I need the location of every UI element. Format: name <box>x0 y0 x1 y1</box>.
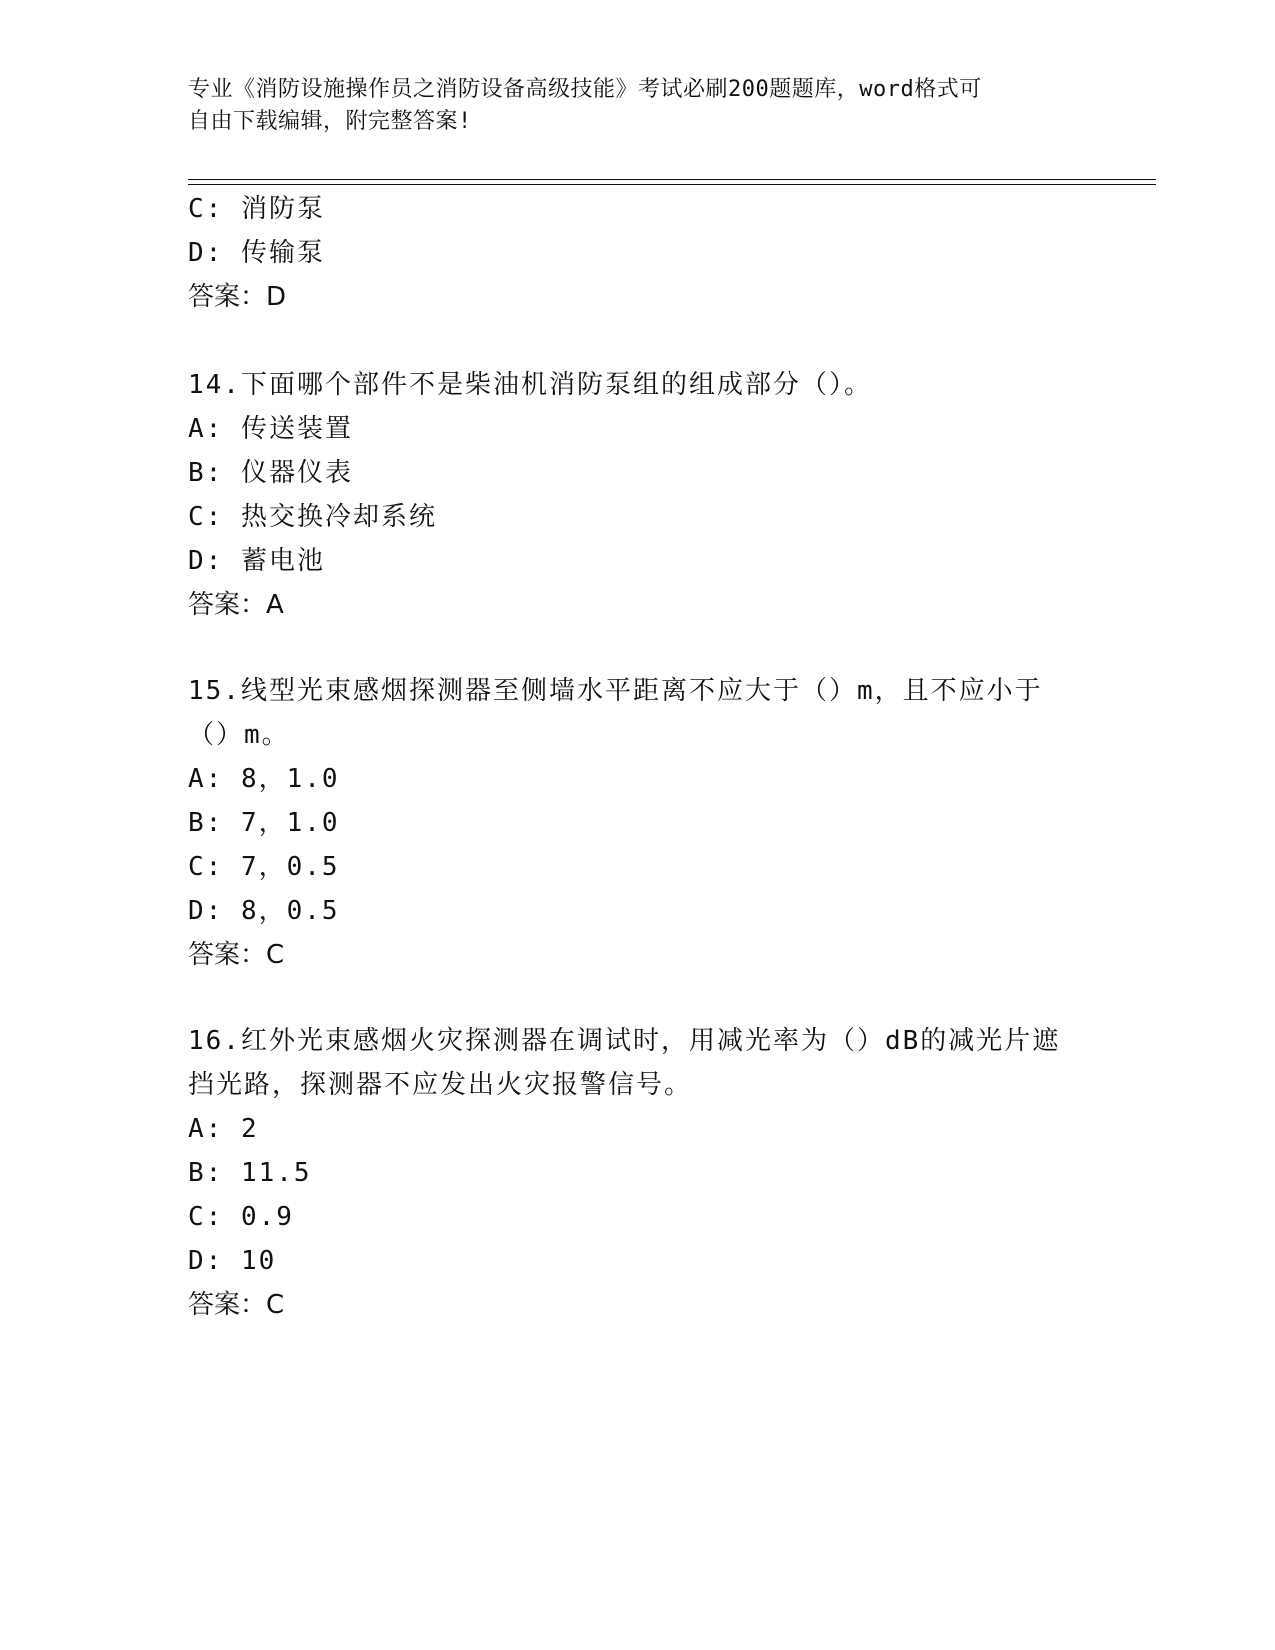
answer-line: 答案：D <box>188 282 287 312</box>
answer-line: 答案：A <box>188 590 284 620</box>
document-header <box>188 74 1088 138</box>
option-c: C: 0.9 <box>188 1202 294 1232</box>
option-c: C: 7，0.5 <box>188 852 340 882</box>
question-stem: 16.红外光束感烟火灾探测器在调试时，用减光率为（）dB的减光片遮 <box>188 1026 1061 1056</box>
option-b: B: 11.5 <box>188 1158 312 1188</box>
question-stem: 15.线型光束感烟探测器至侧墙水平距离不应大于（）m，且不应小于 <box>188 676 1043 706</box>
header-line-1: 专业《消防设施操作员之消防设备高级技能》考试必刷200题题库，word格式可 <box>188 77 982 102</box>
option-b: B: 仪器仪表 <box>188 458 353 488</box>
option-d: D: 蓄电池 <box>188 546 325 576</box>
header-line-2: 自由下载编辑，附完整答案! <box>188 109 472 134</box>
option-d: D: 10 <box>188 1246 277 1276</box>
question-stem-continued: 挡光路，探测器不应发出火灾报警信号。 <box>188 1070 693 1100</box>
option-d: D: 传输泵 <box>188 238 325 268</box>
header-divider-top <box>188 179 1156 180</box>
option-d: D: 8，0.5 <box>188 896 340 926</box>
option-c: C: 热交换冷却系统 <box>188 502 437 532</box>
option-c: C: 消防泵 <box>188 194 325 224</box>
answer-line: 答案：C <box>188 1290 285 1320</box>
answer-line: 答案：C <box>188 940 285 970</box>
option-a: A: 8，1.0 <box>188 764 340 794</box>
option-a: A: 2 <box>188 1114 259 1144</box>
header-divider-bottom <box>188 184 1156 185</box>
option-a: A: 传送装置 <box>188 414 353 444</box>
question-stem-continued: （）m。 <box>188 720 290 750</box>
option-b: B: 7，1.0 <box>188 808 340 838</box>
question-stem: 14.下面哪个部件不是柴油机消防泵组的组成部分（）。 <box>188 370 872 400</box>
